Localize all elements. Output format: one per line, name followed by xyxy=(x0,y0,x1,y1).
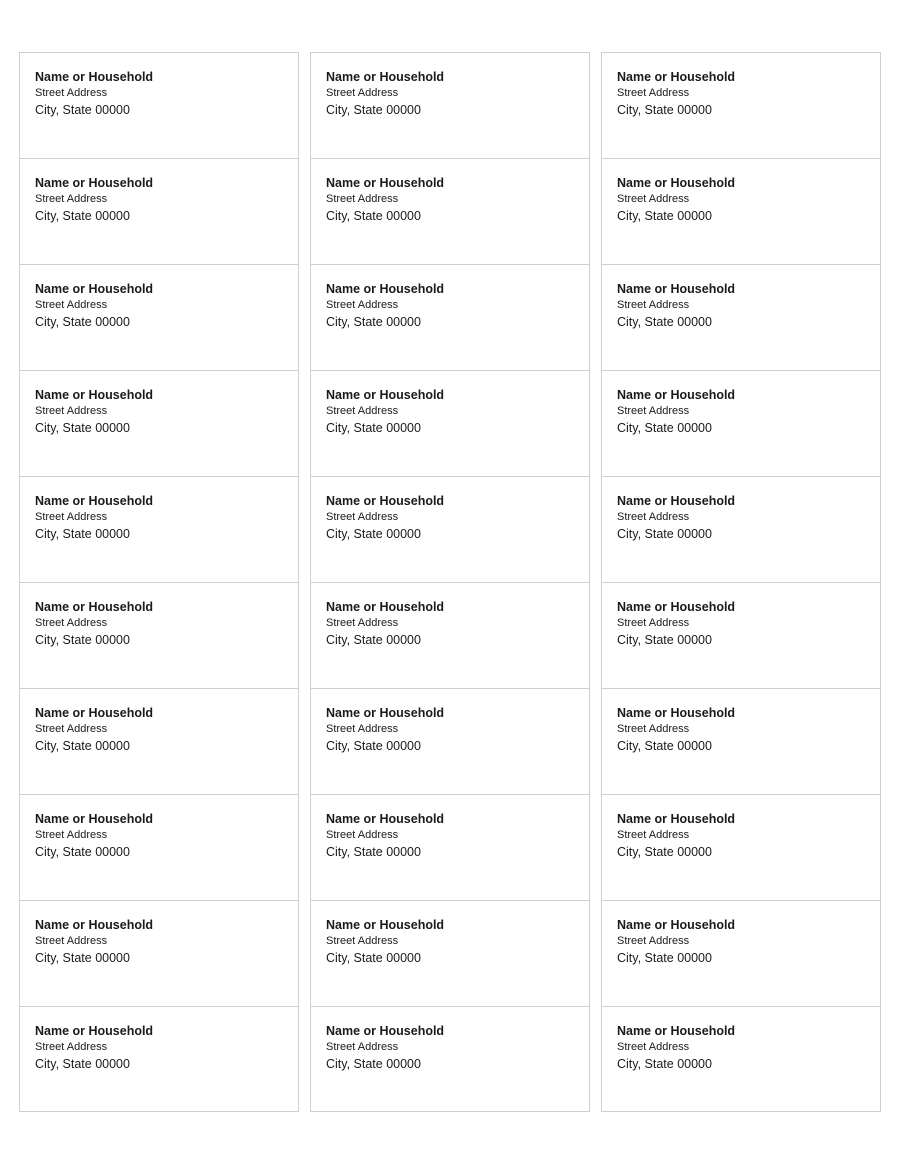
label-city: City, State 00000 xyxy=(35,421,130,435)
label-street: Street Address xyxy=(35,1041,108,1053)
label-name: Name or Household xyxy=(326,494,445,508)
label-street: Street Address xyxy=(617,1041,690,1053)
label-street: Street Address xyxy=(35,405,108,417)
label-street: Street Address xyxy=(35,829,108,841)
address-label[interactable] xyxy=(19,264,299,370)
label-name: Name or Household xyxy=(617,706,736,720)
address-label[interactable] xyxy=(19,370,299,476)
label-street: Street Address xyxy=(617,87,690,99)
label-street: Street Address xyxy=(326,829,399,841)
address-label[interactable] xyxy=(601,52,881,158)
address-label[interactable] xyxy=(601,582,881,688)
label-name: Name or Household xyxy=(35,600,154,614)
label-name: Name or Household xyxy=(617,388,736,402)
label-name: Name or Household xyxy=(35,812,154,826)
label-name: Name or Household xyxy=(35,706,154,720)
label-name: Name or Household xyxy=(35,70,154,84)
address-label[interactable] xyxy=(601,476,881,582)
label-city: City, State 00000 xyxy=(326,209,421,223)
label-city: City, State 00000 xyxy=(35,739,130,753)
label-city: City, State 00000 xyxy=(35,103,130,117)
address-label[interactable] xyxy=(310,900,590,1006)
label-street: Street Address xyxy=(35,299,108,311)
label-name: Name or Household xyxy=(617,1024,736,1038)
address-label[interactable] xyxy=(310,158,590,264)
address-label[interactable] xyxy=(310,370,590,476)
address-label[interactable] xyxy=(310,52,590,158)
label-street: Street Address xyxy=(35,723,108,735)
label-city: City, State 00000 xyxy=(617,103,712,117)
label-city: City, State 00000 xyxy=(617,633,712,647)
label-street: Street Address xyxy=(35,87,108,99)
label-city: City, State 00000 xyxy=(35,845,130,859)
address-label[interactable] xyxy=(310,794,590,900)
label-name: Name or Household xyxy=(326,388,445,402)
address-label[interactable] xyxy=(19,582,299,688)
label-name: Name or Household xyxy=(35,918,154,932)
address-label[interactable] xyxy=(19,1006,299,1112)
label-name: Name or Household xyxy=(326,282,445,296)
label-name: Name or Household xyxy=(617,70,736,84)
label-street: Street Address xyxy=(326,617,399,629)
address-label[interactable] xyxy=(601,370,881,476)
address-label[interactable] xyxy=(19,476,299,582)
label-street: Street Address xyxy=(35,511,108,523)
label-name: Name or Household xyxy=(326,812,445,826)
address-label[interactable] xyxy=(19,158,299,264)
label-name: Name or Household xyxy=(326,1024,445,1038)
address-label[interactable] xyxy=(310,264,590,370)
label-city: City, State 00000 xyxy=(35,1057,130,1071)
label-street: Street Address xyxy=(35,935,108,947)
label-street: Street Address xyxy=(326,511,399,523)
address-label[interactable] xyxy=(19,794,299,900)
label-street: Street Address xyxy=(617,299,690,311)
label-name: Name or Household xyxy=(326,70,445,84)
label-street: Street Address xyxy=(617,511,690,523)
label-name: Name or Household xyxy=(326,706,445,720)
label-city: City, State 00000 xyxy=(617,1057,712,1071)
label-street: Street Address xyxy=(617,617,690,629)
label-street: Street Address xyxy=(617,829,690,841)
label-name: Name or Household xyxy=(617,812,736,826)
address-label[interactable] xyxy=(19,52,299,158)
label-city: City, State 00000 xyxy=(326,845,421,859)
label-street: Street Address xyxy=(617,723,690,735)
label-city: City, State 00000 xyxy=(617,421,712,435)
address-label[interactable] xyxy=(601,264,881,370)
label-city: City, State 00000 xyxy=(326,103,421,117)
label-name: Name or Household xyxy=(35,282,154,296)
label-name: Name or Household xyxy=(326,918,445,932)
label-city: City, State 00000 xyxy=(326,1057,421,1071)
label-street: Street Address xyxy=(326,193,399,205)
label-city: City, State 00000 xyxy=(326,527,421,541)
label-city: City, State 00000 xyxy=(35,209,130,223)
label-name: Name or Household xyxy=(35,1024,154,1038)
address-label[interactable] xyxy=(601,900,881,1006)
label-street: Street Address xyxy=(326,87,399,99)
label-city: City, State 00000 xyxy=(326,315,421,329)
address-label[interactable] xyxy=(310,688,590,794)
label-city: City, State 00000 xyxy=(617,845,712,859)
label-city: City, State 00000 xyxy=(35,633,130,647)
label-city: City, State 00000 xyxy=(326,421,421,435)
label-city: City, State 00000 xyxy=(617,527,712,541)
address-label[interactable] xyxy=(310,1006,590,1112)
label-name: Name or Household xyxy=(326,176,445,190)
label-city: City, State 00000 xyxy=(617,739,712,753)
label-name: Name or Household xyxy=(617,282,736,296)
label-city: City, State 00000 xyxy=(35,527,130,541)
label-street: Street Address xyxy=(617,935,690,947)
label-name: Name or Household xyxy=(617,494,736,508)
label-city: City, State 00000 xyxy=(35,315,130,329)
label-name: Name or Household xyxy=(617,176,736,190)
label-street: Street Address xyxy=(326,405,399,417)
label-street: Street Address xyxy=(617,193,690,205)
address-label[interactable] xyxy=(310,476,590,582)
label-name: Name or Household xyxy=(35,176,154,190)
label-city: City, State 00000 xyxy=(617,951,712,965)
label-city: City, State 00000 xyxy=(617,209,712,223)
label-city: City, State 00000 xyxy=(326,739,421,753)
label-name: Name or Household xyxy=(617,918,736,932)
label-street: Street Address xyxy=(326,723,399,735)
address-label[interactable] xyxy=(601,688,881,794)
address-label[interactable] xyxy=(601,158,881,264)
label-name: Name or Household xyxy=(35,494,154,508)
address-label[interactable] xyxy=(601,1006,881,1112)
label-city: City, State 00000 xyxy=(326,633,421,647)
label-street: Street Address xyxy=(326,1041,399,1053)
label-name: Name or Household xyxy=(326,600,445,614)
label-street: Street Address xyxy=(326,299,399,311)
label-name: Name or Household xyxy=(35,388,154,402)
label-street: Street Address xyxy=(35,193,108,205)
label-city: City, State 00000 xyxy=(617,315,712,329)
address-label[interactable] xyxy=(19,900,299,1006)
address-label[interactable] xyxy=(310,582,590,688)
label-street: Street Address xyxy=(326,935,399,947)
label-name: Name or Household xyxy=(617,600,736,614)
address-label[interactable] xyxy=(601,794,881,900)
address-label[interactable] xyxy=(19,688,299,794)
label-city: City, State 00000 xyxy=(326,951,421,965)
label-street: Street Address xyxy=(35,617,108,629)
label-city: City, State 00000 xyxy=(35,951,130,965)
label-street: Street Address xyxy=(617,405,690,417)
label-sheet xyxy=(19,52,881,1112)
